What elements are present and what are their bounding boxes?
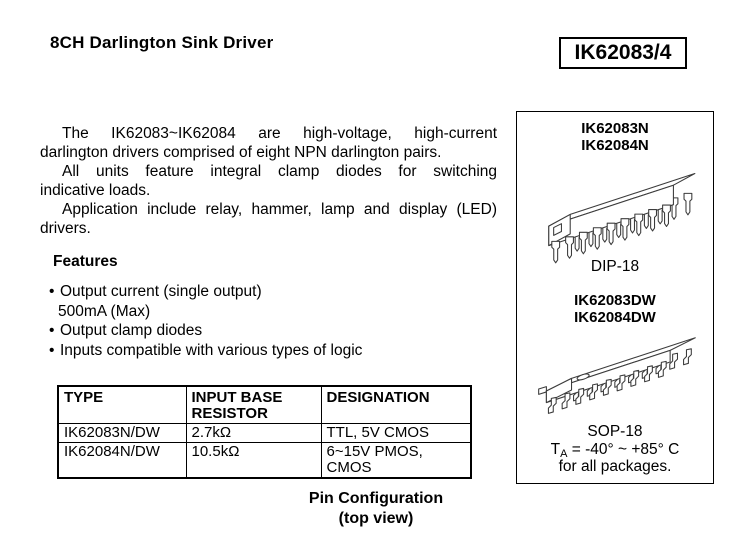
sop-package-label: SOP-18 <box>587 423 643 440</box>
pin-configuration-title: Pin Configuration <box>308 490 444 507</box>
dip-18-package-icon <box>527 156 703 267</box>
column-header-input-base-resistor: INPUT BASE RESISTOR <box>186 386 321 424</box>
sop-part-names <box>517 292 713 326</box>
description-line: The IK62083~IK62084 are high-voltage, high-current <box>62 125 497 142</box>
dip-package-label: DIP-18 <box>590 258 640 275</box>
feature-text: Output clamp diodes <box>60 322 203 339</box>
pin-configuration-heading <box>256 489 496 529</box>
feature-item <box>49 341 362 361</box>
features-heading: Features <box>53 253 118 270</box>
cell-type: IK62084N/DW <box>58 443 186 479</box>
features-list <box>49 282 362 360</box>
cell-resistor: 2.7kΩ <box>186 424 321 443</box>
column-header-designation: DESIGNATION <box>321 386 471 424</box>
sop-part-name: IK62083DW <box>574 292 656 309</box>
part-number-box <box>559 37 687 69</box>
table-row <box>58 443 471 479</box>
dip-part-name: IK62083N <box>581 120 649 137</box>
sop-18-package-icon <box>529 327 703 424</box>
package-sidebar-box <box>516 111 714 484</box>
description-line: Application include relay, hammer, lamp and display (LED) <box>62 201 497 218</box>
feature-text: 500mA (Max) <box>58 302 151 320</box>
table-row <box>58 424 471 443</box>
bullet-icon: • <box>49 322 55 339</box>
feature-item <box>49 282 362 302</box>
description-paragraphs <box>40 124 497 238</box>
column-header-type: TYPE <box>58 386 186 424</box>
table-header-row <box>58 386 471 424</box>
cell-designation: 6~15V PMOS, CMOS <box>321 443 471 479</box>
cell-designation: TTL, 5V CMOS <box>321 424 471 443</box>
type-table <box>57 385 472 479</box>
cell-type: IK62083N/DW <box>58 424 186 443</box>
temperature-note: for all packages. <box>558 458 672 475</box>
temperature-subscript: A <box>560 448 568 460</box>
sop-part-name: IK62084DW <box>574 309 656 326</box>
description-line: darlington drivers comprised of eight NPN darlington pairs. <box>40 144 442 161</box>
pin-configuration-subtitle: (top view) <box>338 510 414 527</box>
temperature-value: = -40° ~ +85° C <box>571 441 680 458</box>
feature-item-continuation <box>49 302 362 322</box>
dip-part-name: IK62084N <box>581 137 649 154</box>
cell-resistor: 10.5kΩ <box>186 443 321 479</box>
page-title: 8CH Darlington Sink Driver <box>50 33 274 52</box>
part-number: IK62083/4 <box>574 41 672 64</box>
bullet-icon: • <box>49 283 55 300</box>
feature-item <box>49 321 362 341</box>
bullet-icon: • <box>49 341 55 359</box>
description-line: indicative loads. <box>40 182 151 199</box>
description-line: drivers. <box>40 220 91 237</box>
description-line: All units feature integral clamp diodes for switching <box>62 163 497 180</box>
temperature-symbol: T <box>550 441 561 458</box>
feature-text: Output current (single output) <box>60 283 262 300</box>
feature-text: Inputs compatible with various types of logic <box>60 341 363 359</box>
dip-part-names <box>517 120 713 154</box>
